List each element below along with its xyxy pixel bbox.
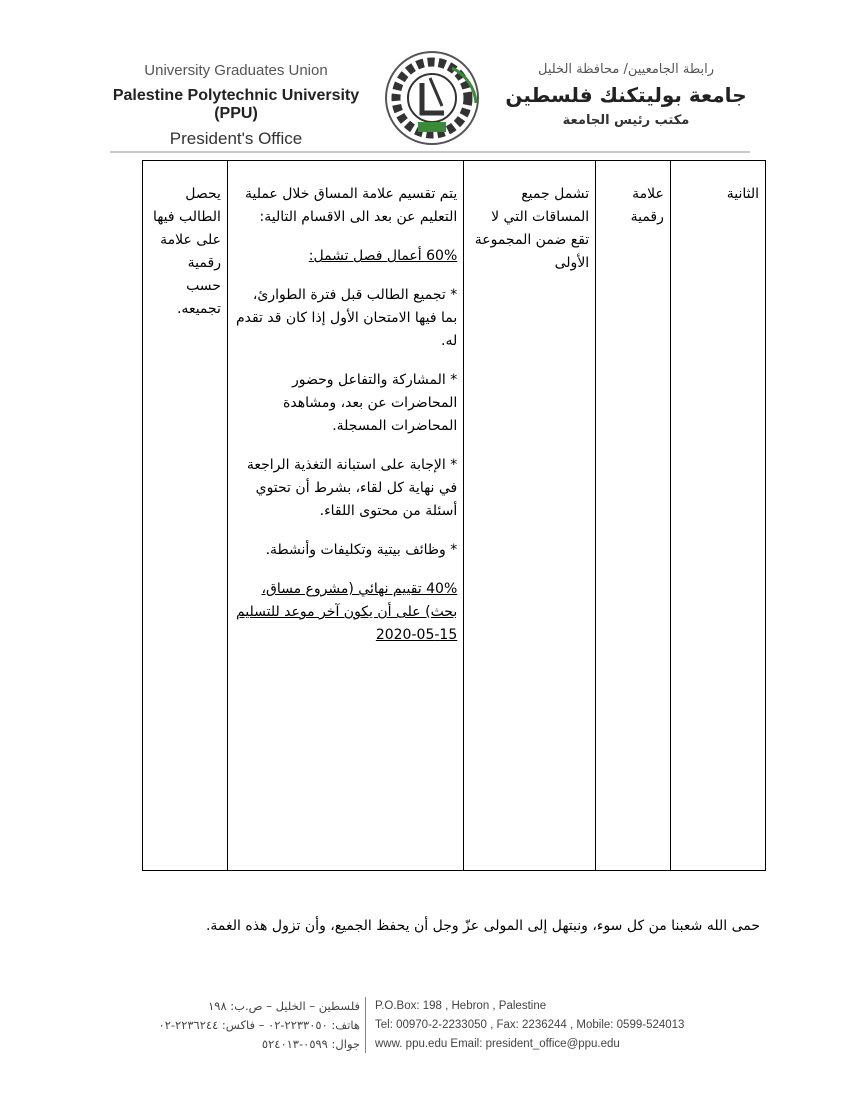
footer-divider xyxy=(365,997,366,1053)
university-name-en: Palestine Polytechnic University (PPU) xyxy=(112,87,360,122)
office-name-ar: مكتب رئيس الجامعة xyxy=(562,113,690,128)
coursework-heading: 60% أعمال فصل تشمل: xyxy=(308,248,458,264)
footer-address-en: P.O.Box: 198 , Hebron , Palestine xyxy=(375,1000,547,1012)
footer-english xyxy=(375,997,765,1054)
footer-address-ar: فلسطين – الخليل – ص.ب: ١٩٨ xyxy=(208,999,360,1013)
letterhead xyxy=(0,0,859,160)
union-name-en: University Graduates Union xyxy=(144,62,328,79)
letterhead-footer xyxy=(0,985,859,1065)
final-assessment: 40% تقييم نهائي (مشروع مساق، بحث) على أن يكون آخر موعد للتسليم 15-05-2020 xyxy=(235,581,458,643)
breakdown-intro: يتم تقسيم علامة المساق خلال عملية التعليم عن بعد الى الاقسام التالية: xyxy=(244,186,458,225)
header-divider xyxy=(110,151,750,153)
university-name-ar: جامعة بوليتكنك فلسطين xyxy=(505,83,747,107)
grading-table xyxy=(142,160,766,871)
letterhead-arabic xyxy=(501,62,751,128)
footer-phone-ar: هاتف: ٢٢٣٣٠٥٠-٠٢ – فاكس: ٢٢٣٦٢٤٤-٠٢ xyxy=(158,1018,360,1032)
grade-type-cell: علامة رقمية xyxy=(596,161,671,871)
footer-phone-en: Tel: 00970-2-2233050 , Fax: 2236244 , Mobile: 0599-524013 xyxy=(375,1019,685,1031)
breakdown-cell xyxy=(227,161,463,871)
coursework-item: * المشاركة والتفاعل وحضور المحاضرات عن بعد، ومشاهدة المحاضرات المسجلة. xyxy=(283,372,458,434)
footer-mobile-ar: جوال: ٠٥٩٩-٥٢٤٠١٣ xyxy=(261,1037,360,1051)
result-cell: يحصل الطالب فيها على علامة رقمية حسب تجميعه. xyxy=(143,161,228,871)
union-name-ar: رابطة الجامعيين/ محافظة الخليل xyxy=(537,62,715,77)
office-name-en: President's Office xyxy=(169,129,303,148)
letterhead-english xyxy=(106,62,366,149)
ppu-logo-icon xyxy=(382,48,482,148)
coursework-item: * تجميع الطالب قبل فترة الطوارئ، بما فيها الامتحان الأول إذا كان قد تقدم له. xyxy=(235,287,458,349)
table-row xyxy=(143,161,766,871)
closing-prayer: حمى الله شعبنا من كل سوء، ونبتهل إلى المولى عزّ وجل أن يحفظ الجميع، وأن تزول هذه الغمة. xyxy=(205,918,760,934)
courses-cell: تشمل جميع المساقات التي لا تقع ضمن المجموعة الأولى xyxy=(464,161,596,871)
coursework-item: * وظائف بيتية وتكليفات وأنشطة. xyxy=(265,542,458,558)
footer-web-en: www. ppu.edu Email: president_office@ppu.edu xyxy=(375,1038,620,1050)
footer-arabic xyxy=(110,997,360,1054)
coursework-item: * الإجابة على استبانة التغذية الراجعة في نهاية كل لقاء، بشرط أن تحتوي أسئلة من محتوى اللقاء. xyxy=(246,457,458,519)
group-cell: الثانية xyxy=(670,161,765,871)
